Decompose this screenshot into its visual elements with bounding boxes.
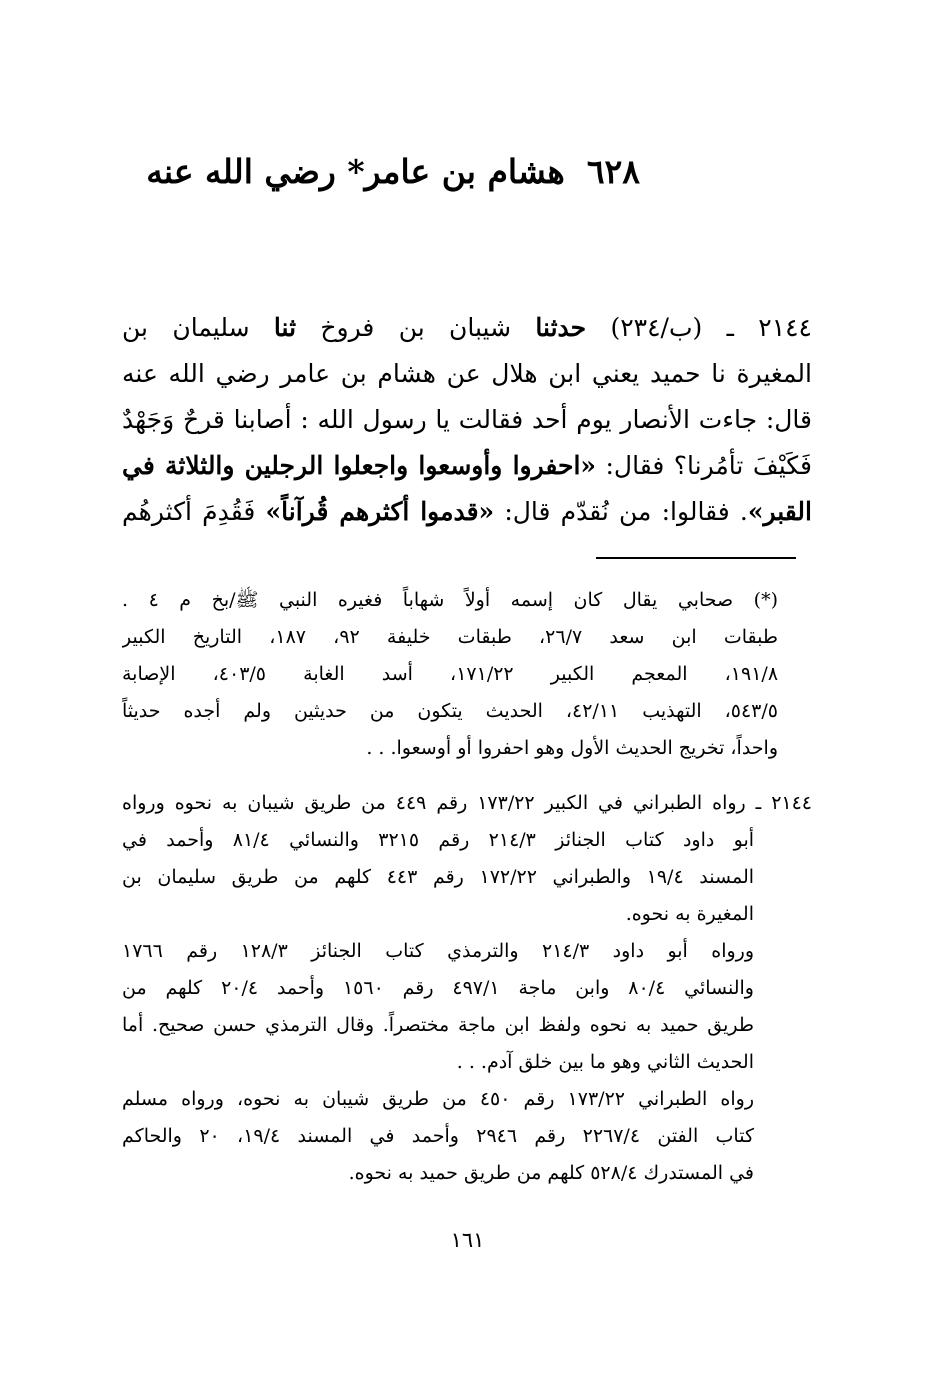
transmission-term: ثنا — [273, 313, 297, 342]
chapter-name: هشام بن عامر* رضي الله عنه — [146, 152, 565, 191]
footnote-line: واحداً، تخريج الحديث الأول وهو احفروا أو أوسعوا. . . — [366, 737, 778, 759]
hadith-text-segment: فَكَيْفَ تأمُرنا؟ فقال: — [596, 451, 812, 480]
hadith-text-segment: فَقُدِمَ أكثرهُم — [122, 497, 266, 526]
footnote-line: أبو داود كتاب الجنائز ٢١٤/٣ رقم ٣٢١٥ والنسائي ٨١/٤ وأحمد في — [122, 829, 755, 851]
footnote-separator — [596, 557, 796, 559]
footnote-line: (*) صحابي يقال كان إسمه أولاً شهاباً فغيره النبي ﷺ/بخ م ٤ . — [122, 589, 778, 611]
hadith-line — [122, 351, 812, 397]
footnote-line: في المستدرك ٥٢٨/٤ كلهم من طريق حميد به نحوه. — [348, 1162, 754, 1184]
footnote-line: ٢١٤٤ ـ رواه الطبراني في الكبير ١٧٣/٢٢ رقم ٤٤٩ من طريق شيبان به نحوه ورواه — [122, 792, 812, 814]
prophet-quote: القبر» — [747, 497, 812, 526]
chapter-number: ٦٢٨ — [586, 152, 640, 191]
transmission-term: حدثنا — [535, 313, 587, 342]
hadith-text — [122, 305, 812, 535]
footnote-line: طبقات ابن سعد ٢٦/٧، طبقات خليفة ٩٢، ١٨٧، التاريخ الكبير — [122, 626, 778, 648]
footnote-line: ١٩١/٨، المعجم الكبير ١٧١/٢٢، أسد الغابة ٤٠٣/٥، الإصابة — [122, 663, 779, 685]
hadith-line — [122, 305, 812, 351]
hadith-number: ٢١٤٤ ـ (ب/٢٣٤) — [586, 313, 812, 342]
footnote-line: طريق حميد به نحوه ولفظ ابن ماجة مختصراً. وقال الترمذي حسن صحيح. أما — [122, 1014, 754, 1036]
footnote-companion — [122, 582, 812, 767]
page-number: ١٦١ — [450, 1228, 485, 1252]
chapter-title — [146, 152, 640, 192]
hadith-text-segment: المغيرة نا حميد يعني ابن هلال عن هشام بن عامر رضي الله عنه — [122, 359, 812, 388]
footnote-line: ورواه أبو داود ٢١٤/٣ والترمذي كتاب الجنائز ١٢٨/٣ رقم ١٧٦٦ — [122, 940, 755, 962]
prophet-quote: «احفروا وأوسعوا واجعلوا الرجلين والثلاثة في — [122, 451, 597, 480]
prophet-quote: «قدموا أكثرهم قُرآناً» — [265, 497, 495, 526]
footnote-line: والنسائي ٨٠/٤ وابن ماجة ٤٩٧/١ رقم ١٥٦٠ وأحمد ٢٠/٤ كلهم من — [122, 977, 754, 999]
footnote-line: رواه الطبراني ١٧٣/٢٢ رقم ٤٥٠ من طريق شيبان به نحوه، ورواه مسلم — [122, 1088, 755, 1110]
footnote-2144 — [122, 785, 812, 1192]
hadith-line — [122, 489, 812, 535]
footnote-line: ٥٤٣/٥، التهذيب ٤٢/١١، الحديث يتكون من حديثين ولم أجده حديثاً — [122, 700, 778, 722]
hadith-text-segment: قال: جاءت الأنصار يوم أحد فقالت يا رسول الله : أصابنا قرحٌ وَجَهْدٌ — [122, 405, 812, 434]
narrator-text: سليمان بن — [122, 313, 274, 342]
footnote-line: المغيرة به نحوه. — [625, 903, 754, 925]
hadith-line — [122, 397, 812, 443]
hadith-line — [122, 443, 812, 489]
footnote-line: الحديث الثاني وهو ما بين خلق آدم. . . — [456, 1051, 754, 1073]
hadith-text-segment: . فقالوا: من نُقدّم قال: — [494, 497, 748, 526]
footnote-line: كتاب الفتن ٢٢٦٧/٤ رقم ٢٩٤٦ وأحمد في المسند ١٩/٤، ٢٠ والحاكم — [122, 1125, 755, 1147]
footnote-line: المسند ١٩/٤ والطبراني ١٧٢/٢٢ رقم ٤٤٣ كلهم من طريق سليمان بن — [122, 866, 755, 888]
narrator-text: شيبان بن فروخ — [296, 313, 536, 342]
